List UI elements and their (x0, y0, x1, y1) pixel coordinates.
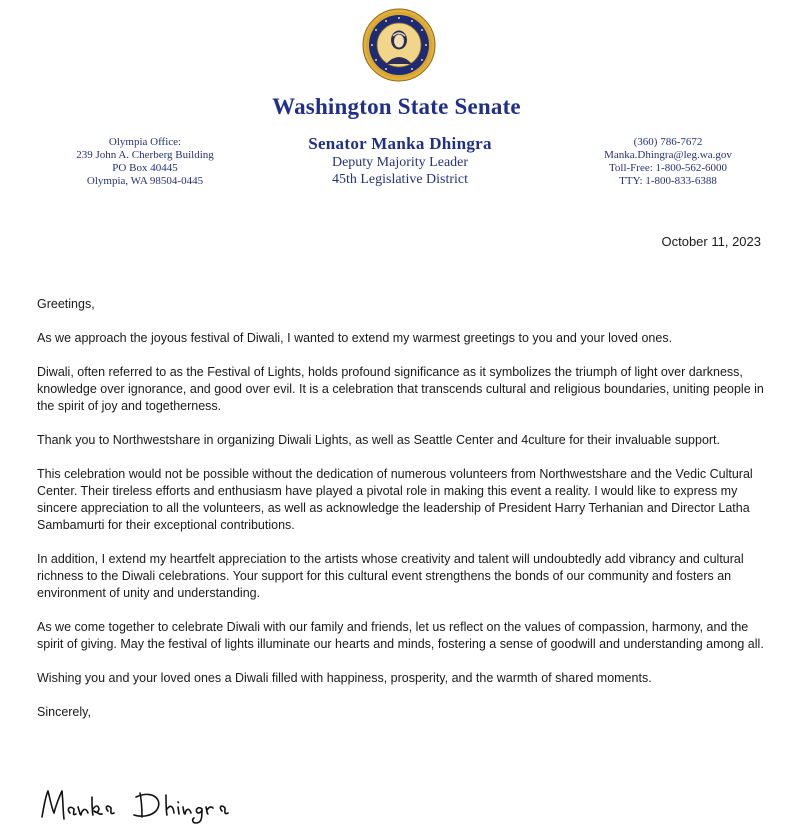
senator-role: Deputy Majority Leader (331, 155, 469, 170)
paragraph: As we come together to celebrate Diwali with our family and friends, let us reflect on the values of compassion, harmony, and the spirit of giving. May the festival of lights illuminate our hearts and minds, fostering a sense of goodwill and understanding among all. (37, 620, 764, 651)
contact-tty: TTY: 1-800-833-6388 (619, 175, 717, 187)
senate-title: Washington State Senate (272, 94, 521, 119)
paragraph: Wishing you and your loved ones a Diwali filled with happiness, prosperity, and the warmth of shared moments. (37, 671, 652, 685)
contact-phone: (360) 786-7672 (633, 136, 703, 148)
senator-district: 45th Legislative District (331, 172, 469, 187)
paragraph: Diwali, often referred to as the Festival of Lights, holds profound significance as it symbolizes the triumph of light over darkness, knowledge over ignorance, and good over evil. It is a celebration that transcends cultural and religious boundaries, uniting people in the spirit of joy and togetherness. (37, 365, 764, 413)
contact-info (563, 136, 773, 188)
salutation: Greetings, (37, 297, 95, 311)
contact-email: Manka.Dhingra@leg.wa.gov (604, 149, 732, 161)
office-address-line: PO Box 40445 (112, 162, 178, 174)
office-address (40, 136, 250, 188)
senator-name: Senator Manka Dhingra (308, 134, 492, 153)
paragraph: Thank you to Northwestshare in organizing Diwali Lights, as well as Seattle Center and 4culture for their invaluable support. (37, 433, 721, 447)
letter-body (37, 296, 767, 738)
signature (36, 783, 276, 827)
office-address-line: 239 John A. Cherberg Building (76, 149, 214, 161)
paragraph: As we approach the joyous festival of Diwali, I wanted to extend my warmest greetings to you and your loved ones. (37, 331, 673, 345)
office-address-line: Olympia, WA 98504-0445 (86, 175, 204, 187)
contact-tollfree: Toll-Free: 1-800-562-6000 (608, 162, 728, 174)
paragraph: In addition, I extend my heartfelt appreciation to the artists whose creativity and talent will undoubtedly add vibrancy and cultural richness to the Diwali celebrations. Your support for this cultural event strengthens the bonds of our community and fosters an environment of unity and understanding. (37, 552, 744, 600)
state-seal-icon (362, 8, 436, 82)
senator-block (250, 134, 550, 188)
paragraph: This celebration would not be possible without the dedication of numerous volunteers from Northwestshare and the Vedic Cultural Center. Their tireless efforts and enthusiasm have played a pivotal role in making this event a reality. I would like to express my sincere appreciation to all the volunteers, as well as acknowledge the leadership of President Harry Terhanian and Director Latha Sambamurti for their exceptional contributions. (37, 467, 753, 532)
letter-date: October 11, 2023 (661, 234, 761, 249)
office-address-line: Olympia Office: (108, 136, 182, 148)
closing: Sincerely, (37, 705, 91, 719)
